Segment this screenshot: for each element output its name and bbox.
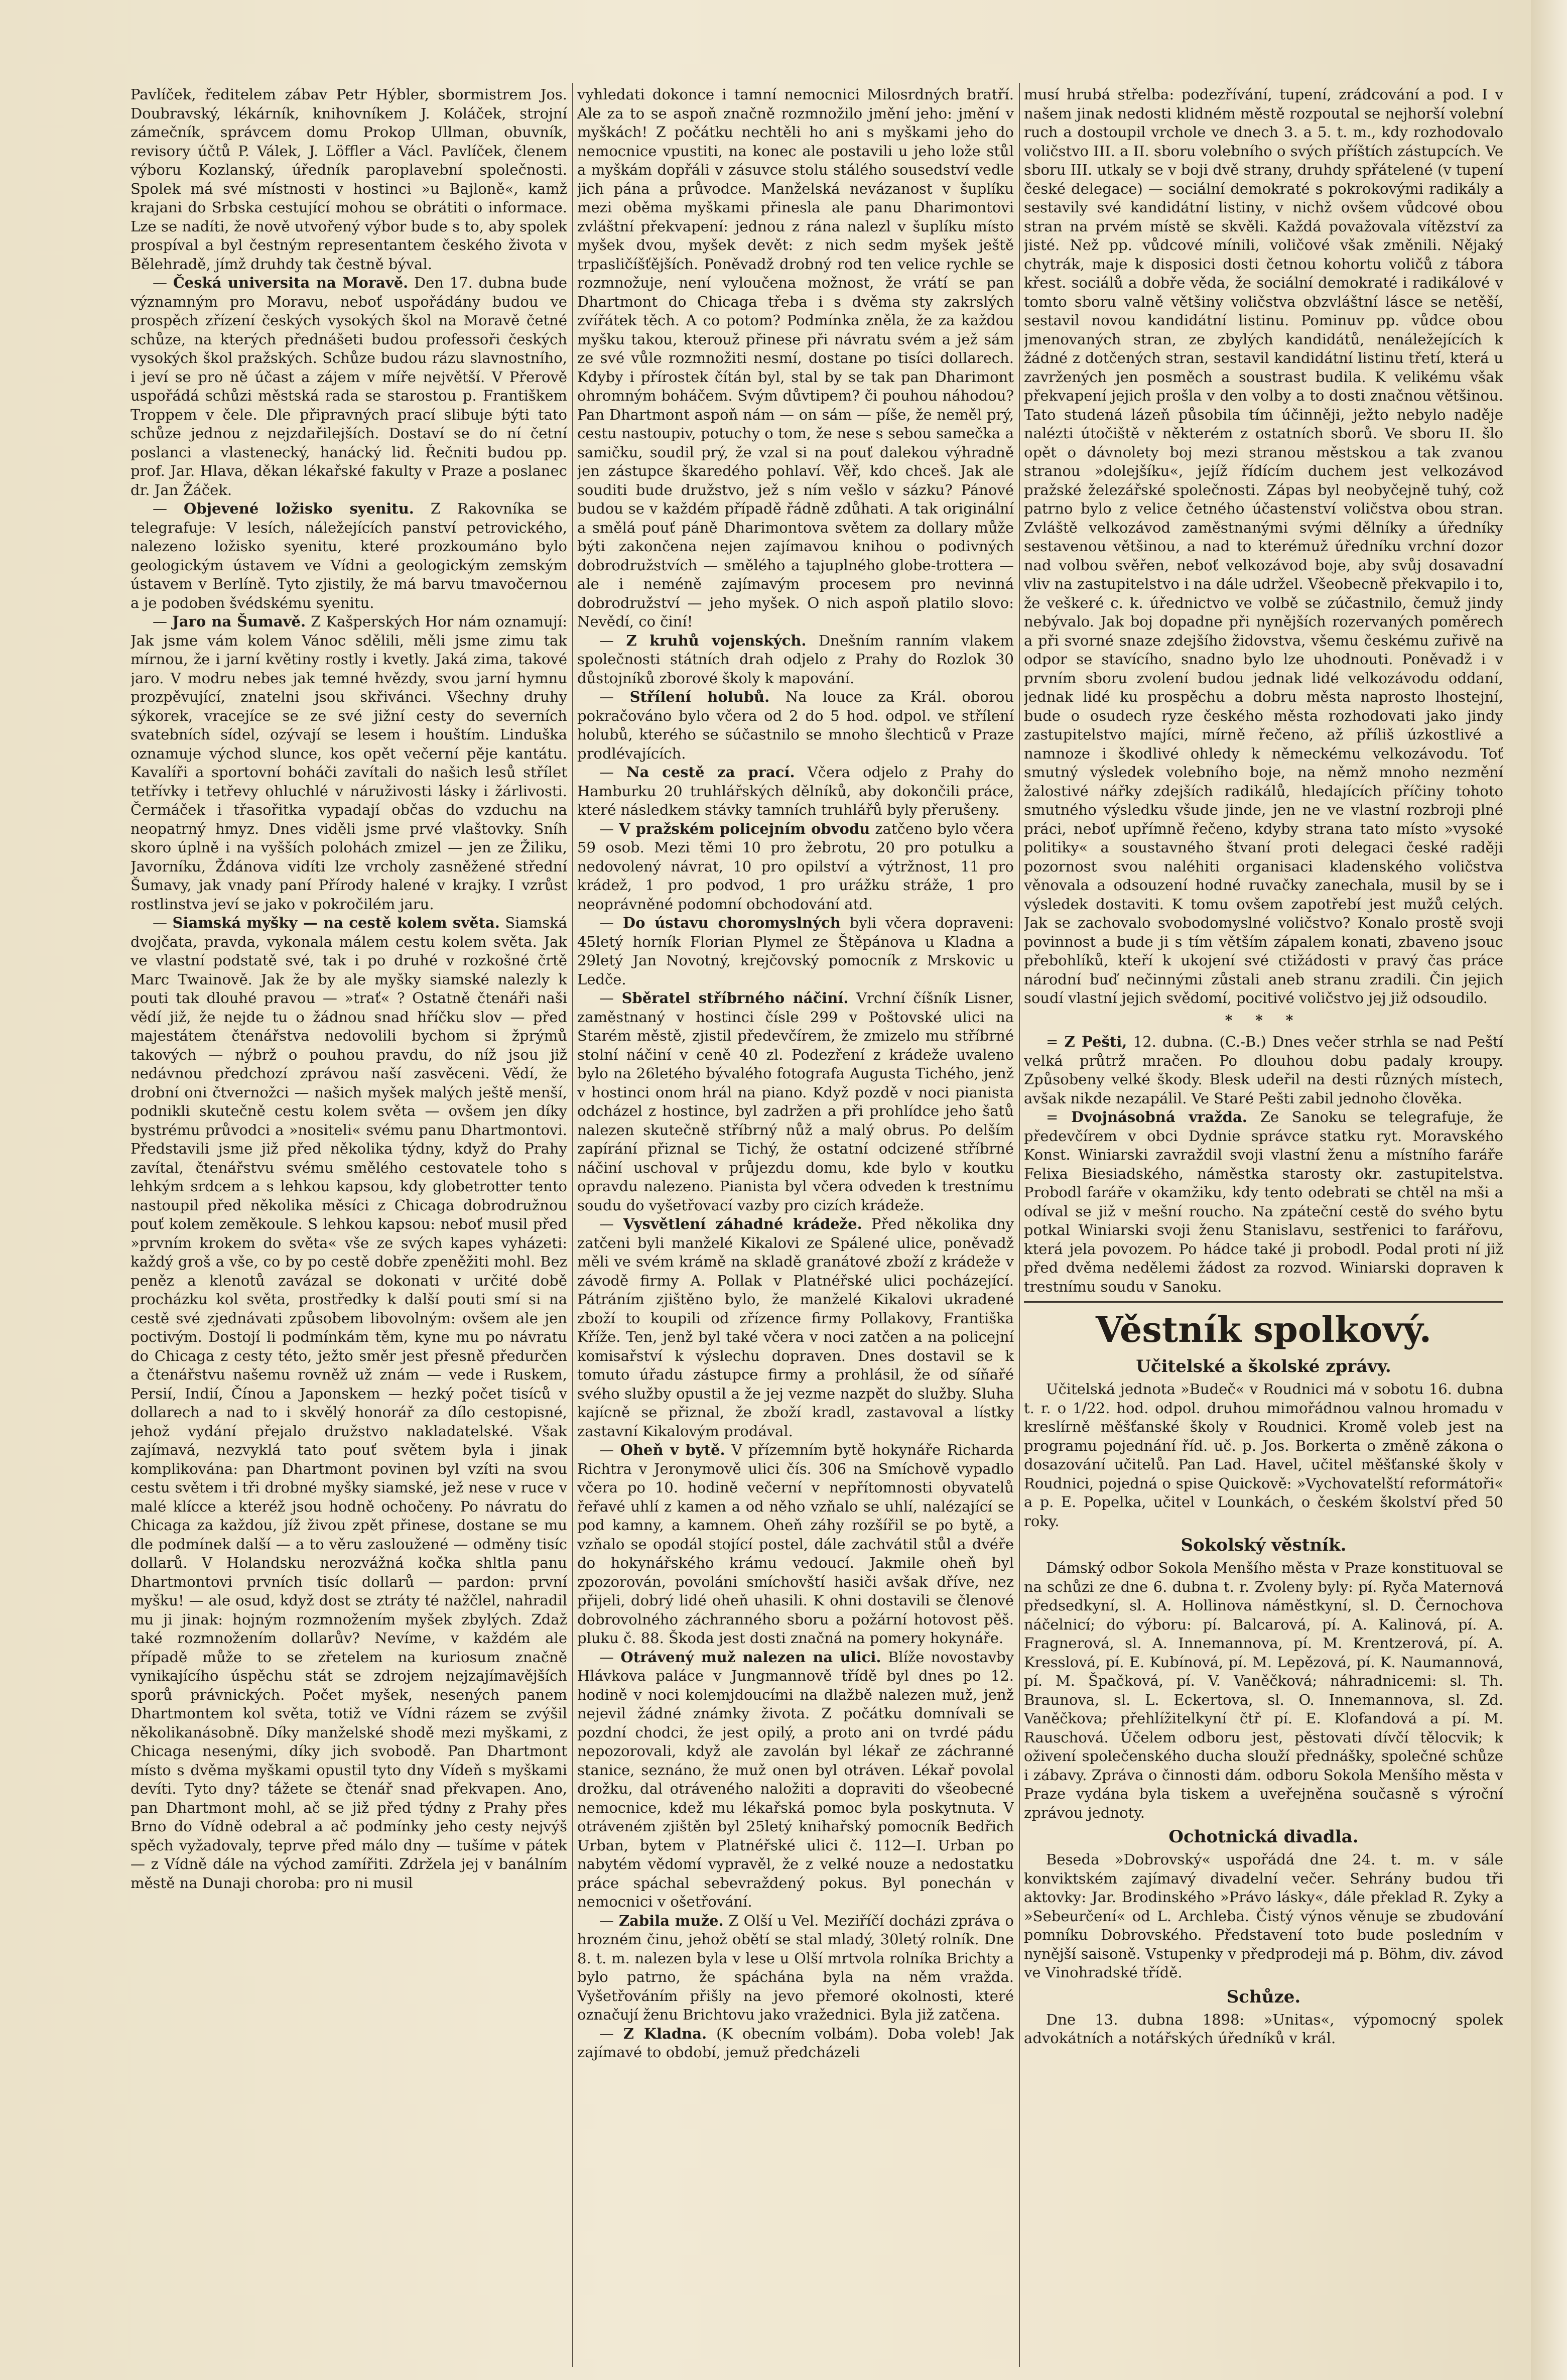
headline: Z kruhů vojenských.	[626, 632, 807, 649]
paragraph: Pavlíček, ředitelem zábav Petr Hýbler, sbormistrem Jos. Doubravský, lékárník, knihovníkem J. Koláček, strojní zámečník, správcem domu Prokop Ullman, obuvník, revisory účtů P. Válek, J. Löffler a Václ. Pavlíček, členem výboru Kozlanský, úředník paroplavební společnosti. Spolek má své místnosti v hostinci »u Bajloně«, kamž krajani do Srbska cestující mohou se obrátiti o informace. Lze se nadíti, že nově utvořený výbor bude s to, aby spolek prospíval a byl čestným representantem českého života v Bělehradě, jímž druhdy tak čestně býval.	[130, 86, 567, 273]
article-body: (K obecním volbám). Doba voleb! Jak zajímavé to období, jemuž předcházeli	[577, 2025, 1014, 2061]
column-1	[130, 85, 567, 2364]
headline: Sběratel stříbrného náčiní.	[621, 989, 849, 1007]
article-body: Ze Sanoku se telegrafuje, že předevčírem v obci Dydnie správce statku ryt. Moravského Konst. Winiarski zavraždil svoji vlastní ženu a místního faráře Felixa Biesiadského, náměstka starosty okr. zastupitelstva. Probodl faráře v okamžiku, kdy tento odebrati se chtěl na mši a odíval se již v mešní roucho. Na zpáteční cestě do svého bytu potkal Winiarski svoji ženu Stanislavu, sestřenici to farářovu, která jela povozem. Po hádce také ji probodl. Podal proti ní již před dvěma nedělemi žádost za rozvod. Winiarski dopraven k trestnímu soudu v Sanoku.	[1024, 1108, 1503, 1295]
headline: Siamská myšky — na cestě kolem světa.	[172, 914, 500, 931]
headline: Otrávený muž nalezen na ulici.	[620, 1648, 881, 1666]
article-col1-4: — Jaro na Šumavě. Z Kašperských Hor nám oznamují: Jak jsme vám kolem Vánoc sdělili, měli jsme zimu tak mírnou, že i jarní květiny rostly i kvetly. Jaká zima, takové jaro. V modru nebes jak temné hvězdy, svou jarní hymnu prozpěvující, znatelni jsou skřivánci. Všechny druhy sýkorek, vracejíce se ze své jižní cesty do severních svatebních sídel, ozývají se lesem i houštím. Linduška oznamuje východ slunce, kos opět večerní pěje kantátu. Kavalíři a sportovní boháči zavítali do našich lesů střílet tetřívky i tetřevy ohluchlé v náruživosti lásky i žárlivosti. Čermáček i třasořitka vypadají občas do vzduchu na neopatrný hmyz. Dnes viděli jsme prvé vlaštovky. Sníh skoro úplně i na vyšších polohách zmizel — jen ze Žiliku, Javorníku, Ždánova vidíti lze vrcholy zasněžené střední Šumavy, jak vnady paní Přírody halené v krajky. I vzrůst rostlinstva jeví se jako v pokročilém jaru.	[130, 613, 567, 913]
column-2	[577, 85, 1014, 2364]
column-3	[1024, 85, 1503, 2364]
headline: Objevené ložisko syenitu.	[183, 500, 414, 517]
subsection-title: Sokolský věstník.	[1181, 1535, 1347, 1555]
article: — Z kruhů vojenských. Dnešním ranním vlakem společnosti státních drah odjelo z Prahy do Rozlok 30 důstojníků zborové školy k mapování.	[577, 632, 1014, 687]
article: — Otrávený muž nalezen na ulici. Blíže novostavby Hlávkova paláce v Jungmannově třídě byl dnes po 12. hodině v noci kolemjdoucími na dlažbě nalezen muž, jenž nejevil žádné známky života. Z počátku domnívali se pozdní chodci, že jest opilý, a proto ani on tvrdé pádu nepozorovali, když ale zavolán byl lékař ze záchranné stanice, seznáno, že muž onen byl otráven. Lékař povolal drožku, dal otráveného naložiti a dopraviti do všeobecné nemocnice, kdež mu lékařská pomoc byla poskytnuta. V otráveném zjištěn byl 25letý knihařský pomocník Bedřich Urban, bytem v Platnéřské ulici č. 112—I. Urban po nabytém vědomí vypravěl, že z velké nouze a nedostatku práce spáchal sebevraždený pokus. Byl ponechán v nemocnici v ošetřování.	[577, 1648, 1014, 1910]
section-rule	[1024, 1301, 1503, 1303]
article-body: Před několika dny zatčeni byli manželé Kikalovi ze Spálené ulice, poněvadž měli ve svém krámě na skladě granátové zboží z krádeže v závodě firmy A. Pollak v Platnéřské ulici pocházející. Pátráním zjištěno bylo, že manželé Kikalovi ukradené zboží to koupili od zřízence firmy Pollakovy, Františka Kříže. Ten, jenž byl také včera v noci zatčen a na policejní komisařství k výslechu dopraven. Dnes dostavil se k tomuto úřadu zástupce firmy a prohlásil, že od síňařé svého služby opustil a že jej vezme nazpět do služby. Sluha kajícně se přiznal, že zboží kradl, zastavoval a lístky zastavní Kikalovým prodával.	[577, 1215, 1014, 1440]
article: — Sběratel stříbrného náčiní. Vrchní číšník Lisner, zaměstnaný v hostinci čísle 299 v Poštovské ulici na Starém městě, zjistil předevčírem, že zmizelo mu stříbrné stolní náčiní v ceně 40 zl. Podezření z krádeže uvaleno bylo na 26letého bývalého fotografa Augusta Tichého, jenž v hostinci onom hrál na piano. Když pozdě v noci pianista odcházel z hostince, byl zadržen a při prohlídce jeho šatů nalezen skutečně stříbrný nůž a malý obrus. Po delším zapírání přiznal se Tichý, že ostatní odcizené stříbrné náčiní uschoval v průjezdu domu, kde bylo v koutku opravdu nalezeno. Pianista byl včera odveden k trestnímu soudu do vyšetřovací vazby pro cizích krádeže.	[577, 989, 1014, 1214]
article-body: Den 17. dubna bude významným pro Moravu, neboť uspořádány budou ve prospěch zřízení českých vysokých škol na Moravě četné schůze, na kterých přednášeti budou professoři českých vysokých škol pražských. Schůze budou rázu slavnostního, i jeví se pro ně účast a zájem v míře největší. V Přerově uspořádá schůzi městská rada se starostou p. Františkem Troppem v čele. Dle připravných prací slibuje býti tato schůze jednou z nejzdařilejších. Dostaví se do ní četní poslanci a vlastenecký, hanácký lid. Řečniti budou pp. prof. Jar. Hlava, děkan lékařské fakulty v Praze a poslanec dr. Jan Žáček.	[130, 274, 567, 498]
headline: Střílení holubů.	[629, 688, 770, 705]
column-divider	[1019, 83, 1020, 2367]
paragraph: musí hrubá střelba: podezřívání, tupení, zrádcování a pod. I v našem jinak nedosti klidném městě rozpoutal se nejhorší volební ruch a dostoupil vrchole ve dnech 3. a 5. t. m., kdy rozhodovalo voličstvo III. a II. sboru volebního o svých příštích zástupcích. Ve sboru III. utkaly se v boji dvě strany, druhdy spřátelené (v tupení české delegace) — sociální demokraté s pokrokovými radikály a sestavily své kandidátní listiny, v nichž ovšem vůdcové obou stran na prvém místě se skvěli. Každá považovala vítězství za jisté. Než pp. vůdcové mínili, voličové však změnili. Nějaký chytrák, maje k disposici dosti četnou kohortu voličů z tábora křest. sociálů a dobře věda, že sociální demokraté i radikálové v tomto sboru valně většiny voličstva obzvláštní lásce se netěší, sestavil novou kandidátní listinu. Pominuv pp. vůdce obou jmenovaných stran, ze zbylých kandidátů, nenáležejících k žádné z dotčených stran, sestavil kandidátní listinu třetí, která u zavržených jen posměch a soustrast budila. K velikému však překvapení jejich prošla v den volby a to dosti značnou většinou. Tato studená lázeň působila tím účinněji, ježto nebylo naděje nalézti útočiště v některém z ostatních sborů. Ve sboru II. šlo opět o dávnolety boj mezi stranou městskou a tak zvanou stranou »dolejšíku«, jejíž řídícím duchem jest velkozávod pražské železářské společnosti. Zápas byl neobyčejně tuhý, což patrno bylo z velice četného účastenství voličstva obou stran. Zvláště velkozávod zaměstnanými svými dělníky a úředníky sestavenou většinou, a nad to kterémuž úředníku vrchní dozor nad volbou svěřen, neboť velkozávod boje, aby svůj dosavadní vliv na zastupitelstvo i na dále udržel. Všeobecně překvapilo i to, že veškeré c. k. úřednictvo ve volbě se zúčastnilo, čemuž jindy nebývalo. Jak boj dopadne při nynějších rozervaných poměrech a při svorné snaze zdejšího židovstva, všemu českému zuřivě na odpor se stavícího, snadno bylo lze uhodnouti. Poněvadž i v prvním sboru zvolení budou jednak lidé velkozávodu oddaní, jednak lidé ku prospěchu a dobru města naprosto lhostejní, bude o osudech ryze českého města rozhodovati jako jindy zastupitelstvo majíci, mírně řečeno, až příliš úzkostlivé a namnoze i škodlivé ohledy k německému velkozávodu. Toť smutný výsledek volebního boje, na němž mnoho nezmění žalostivé nářky zdejších radikálů, hledajících příčiny tohoto smutného výsledku všude jinde, jen ne ve vlastní rozbroji plné práci, neboť upřímně řečeno, kdyby strana tato místo »vysoké politiky« a soustavného štvaní proti delegaci české raději pozornost svou naléhiti organisaci kladenského voličstva věnovala a odsouzení hodné ruvačky zanechala, musil by se i výsledek dostaviti. K tomu ovšem zapotřebí jest mužů celých. Jak se zachovalo svobodomyslné voličstvo? Konalo prostě svoji povinnost a bude ji s tím větším zápalem konati, zbaveno jsouc přebohlíků, kteří k ukojení své ctižádosti v pravý čas práce národní buď nečinnými zůstali aneb stranu zradili. Čin jejich soudí vlastní jejich svědomí, pocitivé voličstvo jej již odsoudilo.	[1024, 86, 1503, 1007]
article-col1-2: — Česká universita na Moravě. Den 17. dubna bude významným pro Moravu, neboť uspořádány budou ve prospěch zřízení českých vysokých škol na Moravě četné schůze, na kterých přednášeti budou professoři českých vysokých škol pražských. Schůze budou rázu slavnostního, i jeví se pro ně účast a zájem v míře největší. V Přerově uspořádá schůzi městská rada se starostou p. Františkem Troppem v čele. Dle připravných prací slibuje býti tato schůze jednou z nejzdařilejších. Dostaví se do ní četní poslanci a vlastenecký, hanácký lid. Řečniti budou pp. prof. Jar. Hlava, děkan lékařské fakulty v Praze a poslanec dr. Jan Žáček.	[130, 274, 567, 498]
article-col1-5: — Siamská myšky — na cestě kolem světa. Siamská dvojčata, pravda, vykonala málem cestu kolem světa. Jak ve vlastní podstatě své, tak i po druhé v rozkošné črtě Marc Twainově. Jak že by ale myšky siamské nalezly k pouti tak dlouhé pravou — »trať« ? Ostatně čtenáři naši vědí již, že nejde tu o žádnou snad hříčku slov — před majestátem čtenářstva nedovolili bychom si žprýmů takových — nýbrž o pouhou pravdu, do níž jsou již nedávnou předchozí zprávou naší zasvěceni. Vědí, že drobní oni čtvernožci — našich myšek malých ještě menší, podnikli skutečně cestu kolem světa — ovšem jen díky bystrému průvodci a »nositeli« svému panu Dhartmontovi. Představili jsme již před několika týdny, když do Prahy zavítal, čtenářstvu svému smělého cestovatele toho s lehkým srdcem a s lehkou kapsou, kdy globetrotter tento nastoupil před několika měsíci z Chicaga dobrodružnou pouť kolem zeměkoule. S lehkou kapsou: neboť musil před »prvním krokem do světa« vše ze svých kapes vyházeti: každý groš a vše, co by po cestě dobře zpeněžiti mohl. Bez peněz a klenotů zavázal se dokonati v určité době procházku kol světa, prostředky k další pouti smí si na cestě své zjednávati způsobem libovolným: ovšem ale jen poctivým. Dostojí li podmínkám těm, kyne mu po návratu do Chicaga z cesty této, ježto směr jest přesně předurčen a čtenářstvu našemu rovněž už znám — vede i Ruskem, Persií, Indií, Čínou a Japonskem — hezký počet tisíců v dollarech a nad to i skvělý honorář za dílo cestopisné, jehož vydání přejalo družstvo nakladatelské. Však zajímavá, nezvyklá tato pouť světem byla i jinak komplikována: pan Dhartmont povinen byl vzíti na svou cestu světem i tři drobné myšky siamské, jež nese v ruce v malé klícce a kteréž jsou hodně ochočeny. Po návratu do Chicaga za každou, jíž živou zpět přinese, dostane se mu dle podmínek další — a to věru zasloužené — odměny tisíc dollarů. V Holandsku nerozvážná kočka shltla panu Dhartmontovi prvních tisíc dollarů — pardon: první myšku! — ale osud, když dost se ztráty té nažčlel, nahradil mu ji jinak: hojným rozmnožením myšek zbylých. Zdaž také rozmnožením dollarův? Nevíme, v každém ale případě může to se zřetelem na kuriosum značně vynikajícího úspěchu stát se zdrojem nejzajímavějších sporů právnických. Počet myšek, nesených panem Dhartmontem kol světa, totiž ve Vídni rázem se zvýšil několikanásobně. Díky manželské shodě mezi myškami, z Chicaga nesenými, díky jich svobodě. Pan Dhartmont místo s dvěma myškami opustil tyto dny Vídeň s myškami devíti. Tyto dny? tážete se čtenář snad překvapen. Ano, pan Dhartmont mohl, ač se již před týdny z Prahy přes Brno do Vídně odebral a ač podmínky jeho cesty nejvýš spěch vyžadovaly, teprve před málo dny — tušíme v pátek — z Vídně dále na východ zamířiti. Zdržela jej v banálním městě na Dunaji choroba: pro ni musil	[130, 914, 567, 1892]
article-body: Z Rakovníka se telegrafuje: V lesích, náležejících panství petrovického, nalezeno ložisko syenitu, které prozkoumáno bylo geologickým ústavem ve Vídni a geologickým zemským ústavem v Berlíně. Tyto zjistily, že má barvu tmavočernou a je podoben švédskému syenitu.	[130, 500, 567, 611]
paragraph: Učitelská jednota »Budeč« v Roudnici má v sobotu 16. dubna t. r. o 1/22. hod. odpol. druhou mimořádnou valnou hromadu v kreslírně měšťanské školy v Roudnici. Kromě voleb jest na programu pojednání říd. uč. p. Jos. Borkerta o změně zákona o dosazování učitelů. Pan Lad. Havel, učitel měšťanské školy v Roudnici, pojedná o spise Quickově: »Vychovatelští reformátoři« a p. E. Popelka, učitel v Lounkách, o českém školství před 50 roky.	[1024, 1381, 1503, 1530]
subsection-title: Učitelské a školské zprávy.	[1136, 1356, 1391, 1376]
paragraph: Beseda »Dobrovský« uspořádá dne 24. t. m. v sále konviktském zajímavý divadelní večer. Sehrány budou tři aktovky: Jar. Brodinského »Právo lásky«, dále překlad R. Zyky a »Sebeurčení« od L. Archleba. Čistý výnos věnuje se zbudování pomníku Dobrovského. Představení toto bude posledním v nynější saisoně. Vstupenky v předprodeji má p. Böhm, div. závod ve Vinohradské třídě.	[1024, 1851, 1503, 1981]
article: — Oheň v bytě. V přízemním bytě hokynáře Richarda Richtra v Jeronymově ulici čís. 306 na Smíchově vypadlo včera po 10. hodině večerní v nepřítomnosti obyvatelů řeřavé uhlí z kamen a od něho vzňalo se uhlí, nalézající se pod kamny, a kamnem. Oheň záhy rozšířil se po bytě, a vzňalo se opodál stojící postel, dále zachvátil stůl a dvéře do hokynářského krámu vedoucí. Jakmile oheň byl zpozorován, povoláni smíchovští hasiči avšak dříve, nez přijeli, dobrý lidé oheň uhasili. K ohni dostavili se členové dobrovolného záchranného sboru a požární hotovost pěš. pluku č. 88. Škoda jest dosti značná na pomery hokynáře.	[577, 1441, 1014, 1647]
article-body: byli včera dopraveni: 45letý horník Florian Plymel ze Štěpánova u Kladna a 29letý Jan Novotný, krejčovský pomocník z Mrskovic u Ledče.	[577, 914, 1014, 988]
subsection-title: Schůze.	[1226, 1986, 1301, 2007]
article: = Z Pešti, 12. dubna. (C.-B.) Dnes večer strhla se nad Peští velká průtrž mračen. Po dlouhou dobu padaly kroupy. Způsobeny velké škody. Blesk udeřil na desti různých místech, avšak nikde nezapálil. Ve Staré Pešti zabil jednoho člověka.	[1024, 1033, 1503, 1107]
headline: Oheň v bytě.	[620, 1441, 725, 1458]
article: — Střílení holubů. Na louce za Král. oborou pokračováno bylo včera od 2 do 5 hod. odpol. ve střílení holubů, kterého se súčastnilo se mnoho šlechticů v Praze prodlévajících.	[577, 688, 1014, 762]
headline: Zabila muže.	[618, 1912, 724, 1929]
headline: Z Kladna.	[623, 2025, 707, 2042]
headline: Z Pešti,	[1064, 1033, 1127, 1050]
article: — Zabila muže. Z Olší u Vel. Meziříčí docházi zpráva o hrozném činu, jehož obětí se stal mladý, 30letý rolník. Dne 8. t. m. nalezen byla v lese u Olší mrtvola rolníka Brichty a bylo patrno, že spáchána byla na něm vražda. Vyšetřováním přišly na jevo přemoré okolnosti, které označují ženu Brichtovu jako vražednici. Byla již zatčena.	[577, 1912, 1014, 2023]
article-body: V přízemním bytě hokynáře Richarda Richtra v Jeronymově ulici čís. 306 na Smíchově vypadlo včera po 10. hodině večerní v nepřítomnosti obyvatelů řeřavé uhlí z kamen a od něho vzňalo se uhlí, nalézající se pod kamny, a kamnem. Oheň záhy rozšířil se po bytě, a vzňalo se opodál stojící postel, dále zachvátil stůl a dvéře do hokynářského krámu vedoucí. Jakmile oheň byl zpozorován, povoláni smíchovští hasiči avšak dříve, nez přijeli, dobrý lidé oheň uhasili. K ohni dostavili se členové dobrovolného záchranného sboru a požární hotovost pěš. pluku č. 88. Škoda jest dosti značná na pomery hokynáře.	[577, 1441, 1014, 1647]
article: = Dvojnásobná vražda. Ze Sanoku se telegrafuje, že předevčírem v obci Dydnie správce statku ryt. Moravského Konst. Winiarski zavraždil svoji vlastní ženu a místního faráře Felixa Biesiadského, náměstka starosty okr. zastupitelstva. Probodl faráře v okamžiku, kdy tento odebrati se chtěl na mši a odíval se již v mešní roucho. Na zpáteční cestě do svého bytu potkal Winiarski svoji ženu Stanislavu, sestřenici to farářovu, která jela povozem. Po hádce také ji probodl. Podal proti ní již před dvěma nedělemi žádost za rozvod. Winiarski dopraven k trestnímu soudu v Sanoku.	[1024, 1108, 1503, 1295]
article-body: Z Kašperských Hor nám oznamují: Jak jsme vám kolem Vánoc sdělili, měli jsme zimu tak mírnou, že i jarní květiny rostly i kvetly. Jaká zima, takové jaro. V modru nebes jak temné hvězdy, svou jarní hymnu prozpěvující, znatelni jsou skřivánci. Všechny druhy sýkorek, vracejíce se ze své jižní cesty do severních svatebních sídel, ozývají se lesem i houštím. Linduška oznamuje východ slunce, kos opět večerní pěje kantátu. Kavalíři a sportovní boháči zavítali do našich lesů střílet tetřívky i tetřevy ohluchlé v náruživosti lásky i žárlivosti. Čermáček i třasořitka vypadají občas do vzduchu na neopatrný hmyz. Dnes viděli jsme prvé vlaštovky. Sníh skoro úplně i na vyšších polohách zmizel — jen ze Žiliku, Javorníku, Ždánova vidíti lze vrcholy zasněžené střední Šumavy, jak vnady paní Přírody halené v krajky. I vzrůst rostlinstva jeví se jako v pokročilém jaru.	[130, 613, 567, 913]
column-divider	[572, 83, 573, 2367]
paragraph: Dámský odbor Sokola Menšího města v Praze konstituoval se na schůzi ze dne 6. dubna t. r. Zvoleny byly: pí. Ryča Maternová předsedkyní, sl. A. Hollinova náměstkyní, sl. D. Černochova náčelnicí; do výboru: pí. Balcarová, pí. A. Kalinová, pí. A. Fragnerová, sl. A. Innemannova, pí. M. Krentzerová, pí. A. Kresslová, pí. E. Kubínová, pí. M. Lepězová, pí. K. Naumannová, pí. M. Špačková, pí. V. Vaněčková; náhradnicemi: sl. Th. Braunova, sl. L. Eckertova, sl. O. Innemannova, sl. Zd. Vaněčkova; přehlížitelkyní čtř pí. E. Klofandová a pí. M. Rauschová. Účelem odboru jest, pěstovati dívčí tělocvik; k oživení společenského ducha slouží přednášky, společné schůze i zábavy. Zpráva o činnosti dám. odboru Sokola Menšího města v Praze vydána byla tiskem a uveřejněna současně s výroční zprávou jednoty.	[1024, 1559, 1503, 1821]
article: — Do ústavu choromyslných byli včera dopraveni: 45letý horník Florian Plymel ze Štěpánova u Kladna a 29letý Jan Novotný, krejčovský pomocník z Mrskovic u Ledče.	[577, 914, 1014, 988]
article-body: Včera odjelo z Prahy do Hamburku 20 truhlářských dělníků, aby dokončili práce, které následkem stávky tamních truhlářů byly přerušeny.	[577, 764, 1014, 818]
article-col1-3: — Objevené ložisko syenitu. Z Rakovníka se telegrafuje: V lesích, náležejících panství petrovického, nalezeno ložisko syenitu, které prozkoumáno bylo geologickým ústavem ve Vídni a geologickým zemským ústavem v Berlíně. Tyto zjistily, že má barvu tmavočernou a je podoben švédskému syenitu.	[130, 500, 567, 611]
section-masthead: Věstník spolkový.	[1095, 1309, 1432, 1350]
article: — Na cestě za prací. Včera odjelo z Prahy do Hamburku 20 truhlářských dělníků, aby dokončili práce, které následkem stávky tamních truhlářů byly přerušeny.	[577, 764, 1014, 818]
section-separator: * * *	[1225, 1012, 1302, 1029]
article-body: Siamská dvojčata, pravda, vykonala málem cestu kolem světa. Jak ve vlastní podstatě své, tak i po druhé v rozkošné črtě Marc Twainově. Jak že by ale myšky siamské nalezly k pouti tak dlouhé pravou — »trať« ? Ostatně čtenáři naši vědí již, že nejde tu o žádnou snad hříčku slov — před majestátem čtenářstva nedovolili bychom si žprýmů takových — nýbrž o pouhou pravdu, do níž jsou již nedávnou předchozí zprávou naší zasvěceni. Vědí, že drobní oni čtvernožci — našich myšek malých ještě menší, podnikli skutečně cestu kolem světa — ovšem jen díky bystrému průvodci a »nositeli« svému panu Dhartmontovi. Představili jsme již před několika týdny, když do Prahy zavítal, čtenářstvu svému smělého cestovatele toho s lehkým srdcem a s lehkou kapsou, kdy globetrotter tento nastoupil před několika měsíci z Chicaga dobrodružnou pouť kolem zeměkoule. S lehkou kapsou: neboť musil před »prvním krokem do světa« vše ze svých kapes vyházeti: každý groš a vše, co by po cestě dobře zpeněžiti mohl. Bez peněz a klenotů zavázal se dokonati v určité době procházku kol světa, prostředky k další pouti smí si na cestě své zjednávati způsobem libovolným: ovšem ale jen poctivým. Dostojí li podmínkám těm, kyne mu po návratu do Chicaga z cesty této, ježto směr jest přesně předurčen a čtenářstvu našemu rovněž už znám — vede i Ruskem, Persií, Indií, Čínou a Japonskem — hezký počet tisíců v dollarech a nad to i skvělý honorář za dílo cestopisné, jehož vydání přejalo družstvo nakladatelské. Však zajímavá, nezvyklá tato pouť světem byla i jinak komplikována: pan Dhartmont povinen byl vzíti na svou cestu světem i tři drobné myšky siamské, jež nese v ruce v malé klícce a kteréž jsou hodně ochočeny. Po návratu do Chicaga za každou, jíž živou zpět přinese, dostane se mu dle podmínek další — a to věru zasloužené — odměny tisíc dollarů. V Holandsku nerozvážná kočka shltla panu Dhartmontovi prvních tisíc dollarů — pardon: první myšku! — ale osud, když dost se ztráty té nažčlel, nahradil mu ji jinak: hojným rozmnožením myšek zbylých. Zdaž také rozmnožením dollarův? Nevíme, v každém ale případě může to se zřetelem na kuriosum značně vynikajícího úspěchu stát se zdrojem nejzajímavějších sporů právnických. Počet myšek, nesených panem Dhartmontem kol světa, totiž ve Vídni rázem se zvýšil několikanásobně. Díky manželské shodě mezi myškami, z Chicaga nesenými, díky jich svobodě. Pan Dhartmont místo s dvěma myškami opustil tyto dny Vídeň s myškami devíti. Tyto dny? tážete se čtenář snad překvapen. Ano, pan Dhartmont mohl, ač se již před týdny z Prahy přes Brno do Vídně odebral a ač podmínky jeho cesty nejvýš spěch vyžadovaly, teprve před málo dny — tušíme v pátek — z Vídně dále na východ zamířiti. Zdržela jej v banálním městě na Dunaji choroba: pro ni musil	[130, 914, 567, 1892]
headline: Na cestě za prací.	[626, 764, 795, 781]
article-body: Z Olší u Vel. Meziříčí docházi zpráva o hrozném činu, jehož obětí se stal mladý, 30letý rolník. Dne 8. t. m. nalezen byla v lese u Olší mrtvola rolníka Brichty a bylo patrno, že spáchána byla na něm vražda. Vyšetřováním přišly na jevo přemoré okolnosti, které označují ženu Brichtovu jako vražednici. Byla již zatčena.	[577, 1912, 1014, 2023]
article: — V pražském policejním obvodu zatčeno bylo včera 59 osob. Mezi těmi 10 pro žebrotu, 20 pro potulku a nedovolený návrat, 10 pro opilství a výtržnost, 11 pro krádež, 1 pro podvod, 1 pro urážku stráže, 1 pro neoprávněné podomní obchodování atd.	[577, 820, 1014, 913]
paragraph: vyhledati dokonce i tamní nemocnici Milosrdných bratří. Ale za to se aspoň značně rozmnožilo jmění jeho: jmění v myškách! Z počátku nechtěli ho ani s myškami jeho do nemocnice vpustiti, na konec ale postavili u jeho lože stůl a myškám dopřáli v zásuvce stolu stálého sousedství vedle jich pána a průvodce. Manželská nevázanost v šuplíku mezi oběma myškami přinesla ale panu Dharimontovi zvláštní překvapení: jednou z rána nalezl v šuplíku místo myšek dvou, myšek devět: z nich sedm myšek ještě trpasličíšťějších. Poněvadž drobný rod ten velice rychle se rozmnožuje, není vyloučena možnost, že vrátí se pan Dhartmont do Chicaga třeba i s dvěma sty zakrslých zvířátek těch. A co potom? Podmínka zněla, že za každou myšku takou, kterouž přinese při návratu svém a jež sám ze své vůle rozmnožiti nesmí, dostane po tisíci dollarech. Kdyby i přírostek čítán byl, stal by se tak pan Dharimont ohromným boháčem. Svým důvtipem? či pouhou náhodou? Pan Dhartmont aspoň nám — on sám — píše, že neměl prý, cestu nastoupiv, potuchy o tom, že nese s sebou samečka a samičku, soudil prý, že vzal si na pouť dalekou výhradně jen zástupce škaredého pohlaví. Věř, kdo chceš. Jak ale souditi bude družstvo, jež s ním vešlo v sázku? Pánové budou se v každém případě řádně zdůhati. A tak originální a smělá pouť páně Dharimontova světem za dollary může býti zakončena nejen zajímavou knihou o podivných dobrodružstvích — smělého a tajuplného globe-trottera — ale i neméně zajímavým procesem pro nevinná dobrodružství — jeho myšek. O nich aspoň platilo slovo: Nevědí, co činí!	[577, 86, 1014, 630]
article-body: Vrchní číšník Lisner, zaměstnaný v hostinci čísle 299 v Poštovské ulici na Starém městě, zjistil předevčírem, že zmizelo mu stříbrné stolní náčiní v ceně 40 zl. Podezření z krádeže uvaleno bylo na 26letého bývalého fotografa Augusta Tichého, jenž v hostinci onom hrál na piano. Když pozdě v noci pianista odcházel z hostince, byl zadržen a při prohlídce jeho šatů nalezen skutečně stříbrný nůž a malý obrus. Po delším zapírání přiznal se Tichý, že ostatní odcizené stříbrné náčiní uschoval v průjezdu domu, kde bylo v koutku opravdu nalezeno. Pianista byl včera odveden k trestnímu soudu do vyšetřovací vazby pro cizích krádeže.	[577, 989, 1014, 1214]
article-body: Blíže novostavby Hlávkova paláce v Jungmannově třídě byl dnes po 12. hodině v noci kolemjdoucími na dlažbě nalezen muž, jenž nejevil žádné známky života. Z počátku domnívali se pozdní chodci, že jest opilý, a proto ani on tvrdé pádu nepozorovali, když ale zavolán byl lékař ze záchranné stanice, seznáno, že muž onen byl otráven. Lékař povolal drožku, dal otráveného naložiti a dopraviti do všeobecné nemocnice, kdež mu lékařská pomoc byla poskytnuta. V otráveném zjištěn byl 25letý knihařský pomocník Bedřich Urban, bytem v Platnéřské ulici č. 112—I. Urban po nabytém vědomí vypravěl, že z velké nouze a nedostatku práce spáchal sebevraždený pokus. Byl ponechán v nemocnici v ošetřování.	[577, 1648, 1014, 1910]
article-body: zatčeno bylo včera 59 osob. Mezi těmi 10 pro žebrotu, 20 pro potulku a nedovolený návrat, 10 pro opilství a výtržnost, 11 pro krádež, 1 pro podvod, 1 pro urážku stráže, 1 pro neoprávněné podomní obchodování atd.	[577, 820, 1014, 913]
headline: V pražském policejním obvodu	[619, 820, 870, 837]
headline: Vysvětlení záhadné krádeže.	[623, 1215, 862, 1232]
article: — Vysvětlení záhadné krádeže. Před několika dny zatčeni byli manželé Kikalovi ze Spálené ulice, poněvadž měli ve svém krámě na skladě granátové zboží z krádeže v závodě firmy A. Pollak v Platnéřské ulici pocházející. Pátráním zjištěno bylo, že manželé Kikalovi ukradené zboží to koupili od zřízence firmy Pollakovy, Františka Kříže. Ten, jenž byl také včera v noci zatčen a na policejní komisařství k výslechu dopraven. Dnes dostavil se k tomuto úřadu zástupce firmy a prohlásil, že od síňařé svého služby opustil a že jej vezme nazpět do služby. Sluha kajícně se přiznal, že zboží kradl, zastavoval a lístky zastavní Kikalovým prodával.	[577, 1215, 1014, 1440]
article-body: Dnešním ranním vlakem společnosti státních drah odjelo z Prahy do Rozlok 30 důstojníků zborové školy k mapování.	[577, 632, 1014, 687]
article-body: 12. dubna. (C.-B.) Dnes večer strhla se nad Peští velká průtrž mračen. Po dlouhou dobu padaly kroupy. Způsobeny velké škody. Blesk udeřil na desti různých místech, avšak nikde nezapálil. Ve Staré Pešti zabil jednoho člověka.	[1024, 1033, 1503, 1107]
subsection-title: Ochotnická divadla.	[1168, 1827, 1359, 1847]
page-edge	[1531, 0, 1567, 2380]
headline: Dvojnásobná vražda.	[1071, 1108, 1247, 1125]
article: — Z Kladna. (K obecním volbám). Doba voleb! Jak zajímavé to období, jemuž předcházeli	[577, 2025, 1014, 2061]
headline: Česká universita na Moravě.	[173, 274, 409, 291]
paragraph: Dne 13. dubna 1898: »Unitas«, výpomocný spolek advokátních a notářských úředníků v král.	[1024, 2011, 1503, 2047]
headline: Jaro na Šumavě.	[172, 613, 306, 630]
headline: Do ústavu choromyslných	[622, 914, 841, 931]
article-body: Na louce za Král. oborou pokračováno bylo včera od 2 do 5 hod. odpol. ve střílení holubů, kterého se súčastnilo se mnoho šlechticů v Praze prodlévajících.	[577, 688, 1014, 762]
